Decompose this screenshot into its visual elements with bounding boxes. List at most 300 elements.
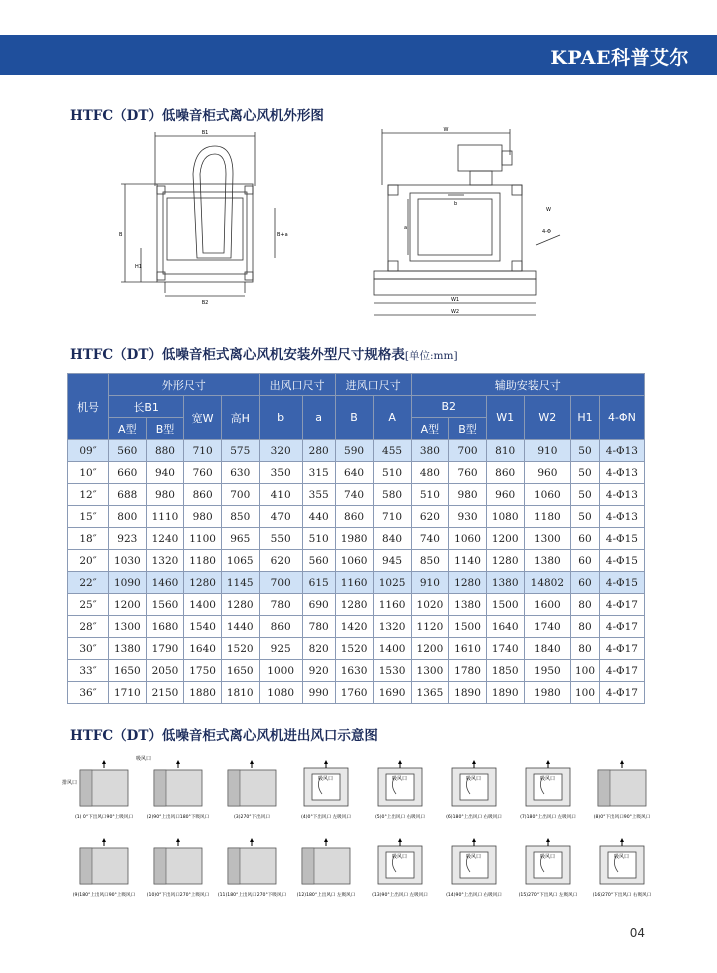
table-cell: 1180 xyxy=(184,550,222,572)
table-cell: 850 xyxy=(411,550,449,572)
table-cell: 1180 xyxy=(524,506,571,528)
table-row xyxy=(68,462,645,484)
arrow-head-icon xyxy=(324,760,328,764)
table-row xyxy=(68,506,645,528)
section-title-outline: HTFC（DT）低噪音柜式离心风机外形图 xyxy=(70,108,324,124)
table-cell: 280 xyxy=(302,440,335,462)
airflow-diagram xyxy=(593,838,652,898)
diagram-caption: (14)90°上出风口 右吸风口 xyxy=(446,893,502,898)
table-cell: 4-Φ15 xyxy=(599,572,644,594)
table-cell: 1365 xyxy=(411,682,449,704)
header-aux: 辅助安装尺寸 xyxy=(411,374,644,396)
table-cell: 660 xyxy=(109,462,147,484)
cell-model: 33″ xyxy=(68,660,109,682)
cell-model: 20″ xyxy=(68,550,109,572)
table-cell: 480 xyxy=(411,462,449,484)
table-cell: 1850 xyxy=(486,660,524,682)
table-cell: 50 xyxy=(571,484,600,506)
table-cell: 1630 xyxy=(335,660,373,682)
header-b2-type-a: A型 xyxy=(411,418,449,440)
table-cell: 980 xyxy=(184,506,222,528)
table-cell: 60 xyxy=(571,572,600,594)
table-cell: 1400 xyxy=(373,638,411,660)
box-label: 吸风口 xyxy=(614,854,630,860)
table-cell: 860 xyxy=(335,506,373,528)
table-cell: 510 xyxy=(411,484,449,506)
table-cell: 1140 xyxy=(449,550,487,572)
table-cell: 1000 xyxy=(259,660,302,682)
table-cell: 1240 xyxy=(146,528,184,550)
cell-model: 12″ xyxy=(68,484,109,506)
table-cell: 440 xyxy=(302,506,335,528)
table-cell: 1060 xyxy=(449,528,487,550)
airflow-diagram xyxy=(301,760,351,820)
arrow-head-icon xyxy=(250,838,254,842)
table-cell: 1440 xyxy=(221,616,259,638)
table-cell: 1640 xyxy=(184,638,222,660)
airflow-row-1 xyxy=(75,760,651,820)
table-cell: 1500 xyxy=(486,594,524,616)
side-view-drawing xyxy=(360,125,575,325)
table-row xyxy=(68,660,645,682)
table-cell: 1520 xyxy=(335,638,373,660)
cell-model: 10″ xyxy=(68,462,109,484)
table-cell: 945 xyxy=(373,550,411,572)
header-h1: H1 xyxy=(571,396,600,440)
diagram-caption: (7)180°上出风口 左吸风口 xyxy=(520,815,576,820)
row1-inlet-label: 吸风口 xyxy=(136,756,152,762)
airflow-diagram xyxy=(375,760,425,820)
table-cell: 860 xyxy=(259,616,302,638)
table-cell: 575 xyxy=(221,440,259,462)
table-cell: 1320 xyxy=(373,616,411,638)
table-cell: 1400 xyxy=(184,594,222,616)
diagram-caption: (12)180°上出风口 左吸风口 xyxy=(296,893,356,898)
table-cell: 1760 xyxy=(335,682,373,704)
table-cell: 80 xyxy=(571,594,600,616)
label-w-top: W xyxy=(443,127,449,133)
table-cell: 315 xyxy=(302,462,335,484)
table-cell: 560 xyxy=(302,550,335,572)
airflow-diagram xyxy=(446,838,502,898)
unit-label: [单位:mm] xyxy=(404,350,458,362)
label-b2: B2 xyxy=(201,300,209,306)
cell-model: 18″ xyxy=(68,528,109,550)
table-cell: 1950 xyxy=(524,660,571,682)
table-cell: 4-Φ17 xyxy=(599,660,644,682)
table-cell: 700 xyxy=(449,440,487,462)
table-cell: 1110 xyxy=(146,506,184,528)
table-cell: 50 xyxy=(571,462,600,484)
cell-model: 22″ xyxy=(68,572,109,594)
fan-shade xyxy=(228,770,240,806)
header-a-small: a xyxy=(302,396,335,440)
arrow-head-icon xyxy=(620,838,624,842)
label-ba: B+a xyxy=(277,232,288,238)
page-number: 04 xyxy=(629,926,645,940)
table-row xyxy=(68,682,645,704)
box-label: 吸风口 xyxy=(466,854,482,860)
table-cell: 700 xyxy=(259,572,302,594)
table-cell: 1280 xyxy=(184,572,222,594)
arrow-head-icon xyxy=(546,838,550,842)
cell-model: 15″ xyxy=(68,506,109,528)
arrow-head-icon xyxy=(250,760,254,764)
table-row xyxy=(68,440,645,462)
table-cell: 1145 xyxy=(221,572,259,594)
table-cell: 4-Φ13 xyxy=(599,484,644,506)
table-cell: 1300 xyxy=(109,616,147,638)
cell-model: 28″ xyxy=(68,616,109,638)
table-cell: 350 xyxy=(259,462,302,484)
table-cell: 1380 xyxy=(486,572,524,594)
header-b2: B2 xyxy=(411,396,486,418)
table-cell: 470 xyxy=(259,506,302,528)
table-cell: 1380 xyxy=(449,594,487,616)
table-cell: 1560 xyxy=(146,594,184,616)
airflow-diagram xyxy=(147,760,210,820)
table-cell: 800 xyxy=(109,506,147,528)
table-cell: 1740 xyxy=(486,638,524,660)
table-cell: 1200 xyxy=(109,594,147,616)
table-cell: 560 xyxy=(109,440,147,462)
table-cell: 510 xyxy=(373,462,411,484)
table-cell: 1300 xyxy=(411,660,449,682)
table-cell: 1420 xyxy=(335,616,373,638)
table-cell: 410 xyxy=(259,484,302,506)
cell-model: 30″ xyxy=(68,638,109,660)
table-cell: 620 xyxy=(411,506,449,528)
arrow-head-icon xyxy=(176,760,180,764)
table-cell: 1380 xyxy=(109,638,147,660)
table-cell: 930 xyxy=(449,506,487,528)
diagram-caption: (16)270°下出风口 右吸风口 xyxy=(592,893,652,898)
label-h1: H1 xyxy=(135,264,142,270)
cell-model: 36″ xyxy=(68,682,109,704)
table-cell: 1120 xyxy=(411,616,449,638)
table-cell: 880 xyxy=(146,440,184,462)
table-cell: 820 xyxy=(302,638,335,660)
table-cell: 1650 xyxy=(109,660,147,682)
header-len-b1: 长B1 xyxy=(109,396,184,418)
table-cell: 1680 xyxy=(146,616,184,638)
table-cell: 923 xyxy=(109,528,147,550)
airflow-diagram xyxy=(520,760,576,820)
table-cell: 1065 xyxy=(221,550,259,572)
table-cell: 1380 xyxy=(524,550,571,572)
airflow-diagram xyxy=(519,838,578,898)
table-cell: 1060 xyxy=(524,484,571,506)
arrow-head-icon xyxy=(102,838,106,842)
table-cell: 590 xyxy=(335,440,373,462)
table-cell: 1280 xyxy=(486,550,524,572)
table-cell: 4-Φ13 xyxy=(599,462,644,484)
table-cell: 580 xyxy=(373,484,411,506)
table-cell: 1080 xyxy=(259,682,302,704)
table-cell: 1320 xyxy=(146,550,184,572)
table-cell: 850 xyxy=(221,506,259,528)
diagram-caption: (2)90°上出风口180°下吸风口 xyxy=(146,815,210,820)
label-hole: 4-Φ xyxy=(542,229,551,235)
table-cell: 4-Φ15 xyxy=(599,550,644,572)
fan-shade xyxy=(228,848,240,884)
table-cell: 80 xyxy=(571,638,600,660)
box-label: 吸风口 xyxy=(392,776,408,782)
airflow-diagram xyxy=(218,838,287,898)
table-cell: 688 xyxy=(109,484,147,506)
arrow-head-icon xyxy=(324,838,328,842)
table-cell: 4-Φ17 xyxy=(599,616,644,638)
table-cell: 960 xyxy=(486,484,524,506)
table-cell: 1810 xyxy=(221,682,259,704)
box-label: 吸风口 xyxy=(540,776,556,782)
table-cell: 320 xyxy=(259,440,302,462)
header-width: 宽W xyxy=(184,396,222,440)
diagram-caption: (10)0°下出风口270°上吸风口 xyxy=(146,893,210,898)
table-cell: 940 xyxy=(146,462,184,484)
header-n: 4-ΦN xyxy=(599,396,644,440)
table-cell: 1020 xyxy=(411,594,449,616)
table-cell: 1610 xyxy=(449,638,487,660)
airflow-diagram xyxy=(73,838,136,898)
table-cell: 1160 xyxy=(335,572,373,594)
table-cell: 100 xyxy=(571,660,600,682)
table-cell: 100 xyxy=(571,682,600,704)
table-cell: 455 xyxy=(373,440,411,462)
label-side-b: b xyxy=(454,201,458,207)
table-cell: 1690 xyxy=(373,682,411,704)
row1-outlet-label: 排风口 xyxy=(62,780,78,786)
table-cell: 965 xyxy=(221,528,259,550)
table-cell: 1980 xyxy=(335,528,373,550)
header-type-b: B型 xyxy=(146,418,184,440)
table-cell: 690 xyxy=(302,594,335,616)
table-cell: 1650 xyxy=(221,660,259,682)
table-cell: 615 xyxy=(302,572,335,594)
table-cell: 14802 xyxy=(524,572,571,594)
airflow-diagrams xyxy=(60,752,660,912)
table-row xyxy=(68,616,645,638)
table-cell: 1600 xyxy=(524,594,571,616)
table-cell: 910 xyxy=(411,572,449,594)
table-row xyxy=(68,572,645,594)
arrow-head-icon xyxy=(398,760,402,764)
fan-shade xyxy=(598,770,610,806)
cell-model: 25″ xyxy=(68,594,109,616)
table-cell: 510 xyxy=(302,528,335,550)
table-cell: 50 xyxy=(571,506,600,528)
airflow-diagram xyxy=(75,760,133,820)
airflow-diagram xyxy=(594,760,651,820)
table-cell: 780 xyxy=(302,616,335,638)
diagram-caption: (6)180°上出风口 右吸风口 xyxy=(446,815,502,820)
table-cell: 380 xyxy=(411,440,449,462)
fan-shade xyxy=(80,770,92,806)
table-cell: 355 xyxy=(302,484,335,506)
fan-shade xyxy=(154,770,166,806)
table-cell: 1840 xyxy=(524,638,571,660)
front-view-drawing xyxy=(105,128,305,313)
diagram-caption: (1) 0°下出风口90°上吸风口 xyxy=(74,815,134,820)
table-cell: 4-Φ13 xyxy=(599,440,644,462)
spec-table-body xyxy=(68,440,645,704)
table-cell: 990 xyxy=(302,682,335,704)
arrow-head-icon xyxy=(102,760,106,764)
table-cell: 1740 xyxy=(524,616,571,638)
table-cell: 840 xyxy=(373,528,411,550)
table-cell: 2150 xyxy=(146,682,184,704)
header-inlet: 进风口尺寸 xyxy=(335,374,411,396)
table-cell: 780 xyxy=(259,594,302,616)
table-cell: 1030 xyxy=(109,550,147,572)
brand-logo: KPAE科普艾尔 xyxy=(550,47,689,69)
airflow-diagram xyxy=(147,838,210,898)
diagram-caption: (5)0°上出风口 右吸风口 xyxy=(375,815,425,820)
arrow-head-icon xyxy=(176,838,180,842)
diagram-caption: (13)90°上出风口 左吸风口 xyxy=(372,893,428,898)
table-cell: 4-Φ15 xyxy=(599,528,644,550)
table-title: HTFC（DT）低噪音柜式离心风机安装外型尺寸规格表 xyxy=(70,347,405,363)
table-cell: 4-Φ17 xyxy=(599,682,644,704)
table-cell: 4-Φ17 xyxy=(599,638,644,660)
table-cell: 710 xyxy=(184,440,222,462)
diagram-caption: (11)180°上出风口270°下吸风口 xyxy=(217,893,287,898)
table-cell: 1780 xyxy=(449,660,487,682)
table-cell: 760 xyxy=(449,462,487,484)
label-w1: W1 xyxy=(450,297,460,303)
box-label: 吸风口 xyxy=(392,854,408,860)
table-cell: 700 xyxy=(221,484,259,506)
table-cell: 1540 xyxy=(184,616,222,638)
table-cell: 1980 xyxy=(524,682,571,704)
table-cell: 1090 xyxy=(109,572,147,594)
label-b: B xyxy=(119,232,123,238)
table-row xyxy=(68,638,645,660)
table-cell: 1025 xyxy=(373,572,411,594)
table-cell: 640 xyxy=(335,462,373,484)
table-cell: 1160 xyxy=(373,594,411,616)
header-b2-type-b: B型 xyxy=(449,418,487,440)
table-cell: 925 xyxy=(259,638,302,660)
arrow-head-icon xyxy=(620,760,624,764)
table-cell: 2050 xyxy=(146,660,184,682)
airflow-diagram xyxy=(228,760,276,820)
table-cell: 1890 xyxy=(449,682,487,704)
arrow-head-icon xyxy=(472,838,476,842)
section-title-airflow: HTFC（DT）低噪音柜式离心风机进出风口示意图 xyxy=(70,728,378,744)
label-a: a xyxy=(404,225,408,231)
table-cell: 980 xyxy=(449,484,487,506)
diagram-caption: (4)0°下出风口 左吸风口 xyxy=(301,815,351,820)
label-b1: B1 xyxy=(201,130,209,136)
table-cell: 1520 xyxy=(221,638,259,660)
table-cell: 860 xyxy=(486,462,524,484)
table-cell: 740 xyxy=(335,484,373,506)
box-label: 吸风口 xyxy=(540,854,556,860)
box-label: 吸风口 xyxy=(466,776,482,782)
fan-shade xyxy=(154,848,166,884)
table-cell: 620 xyxy=(259,550,302,572)
table-row xyxy=(68,484,645,506)
table-cell: 4-Φ17 xyxy=(599,594,644,616)
table-cell: 80 xyxy=(571,616,600,638)
table-cell: 1640 xyxy=(486,616,524,638)
table-cell: 1790 xyxy=(146,638,184,660)
table-row xyxy=(68,550,645,572)
table-cell: 920 xyxy=(302,660,335,682)
table-cell: 910 xyxy=(524,440,571,462)
table-cell: 760 xyxy=(184,462,222,484)
header-b-big: B xyxy=(335,396,373,440)
label-w-right: W xyxy=(546,207,551,213)
header-outlet: 出风口尺寸 xyxy=(259,374,335,396)
arrow-head-icon xyxy=(398,838,402,842)
table-cell: 740 xyxy=(411,528,449,550)
table-cell: 810 xyxy=(486,440,524,462)
table-cell: 1750 xyxy=(184,660,222,682)
table-row xyxy=(68,594,645,616)
header-w2: W2 xyxy=(524,396,571,440)
arrow-head-icon xyxy=(472,760,476,764)
airflow-row-2 xyxy=(73,838,652,898)
table-cell: 1500 xyxy=(449,616,487,638)
table-cell: 710 xyxy=(373,506,411,528)
table-cell: 1710 xyxy=(109,682,147,704)
table-cell: 550 xyxy=(259,528,302,550)
table-cell: 1060 xyxy=(335,550,373,572)
spec-table xyxy=(67,373,645,704)
table-cell: 960 xyxy=(524,462,571,484)
table-cell: 1880 xyxy=(184,682,222,704)
arrow-head-icon xyxy=(546,760,550,764)
table-cell: 1100 xyxy=(184,528,222,550)
table-cell: 60 xyxy=(571,528,600,550)
table-cell: 630 xyxy=(221,462,259,484)
table-cell: 60 xyxy=(571,550,600,572)
table-cell: 1280 xyxy=(449,572,487,594)
label-w2: W2 xyxy=(450,309,460,315)
diagram-caption: (9)180°上出风口90°上吸风口 xyxy=(72,893,136,898)
table-cell: 1280 xyxy=(221,594,259,616)
table-cell: 860 xyxy=(184,484,222,506)
table-cell: 1200 xyxy=(486,528,524,550)
airflow-diagram xyxy=(446,760,502,820)
diagram-caption: (15)270°下出风口 左吸风口 xyxy=(518,893,578,898)
airflow-diagram xyxy=(372,838,428,898)
header-type-a: A型 xyxy=(109,418,147,440)
fan-shade xyxy=(80,848,92,884)
header-b-small: b xyxy=(259,396,302,440)
header-outer: 外形尺寸 xyxy=(109,374,260,396)
header-a-big: A xyxy=(373,396,411,440)
table-cell: 980 xyxy=(146,484,184,506)
header-bar xyxy=(0,35,717,75)
header-model: 机号 xyxy=(68,374,109,440)
header-w1: W1 xyxy=(486,396,524,440)
table-cell: 4-Φ13 xyxy=(599,506,644,528)
table-cell: 1300 xyxy=(524,528,571,550)
header-height: 高H xyxy=(221,396,259,440)
table-cell: 1460 xyxy=(146,572,184,594)
table-row xyxy=(68,528,645,550)
diagram-caption: (8)0°下出风口90°上吸风口 xyxy=(593,815,651,820)
table-cell: 1530 xyxy=(373,660,411,682)
section-title-table xyxy=(70,343,458,363)
table-cell: 1080 xyxy=(486,506,524,528)
airflow-diagram xyxy=(297,838,356,898)
table-cell: 50 xyxy=(571,440,600,462)
table-cell: 1890 xyxy=(486,682,524,704)
